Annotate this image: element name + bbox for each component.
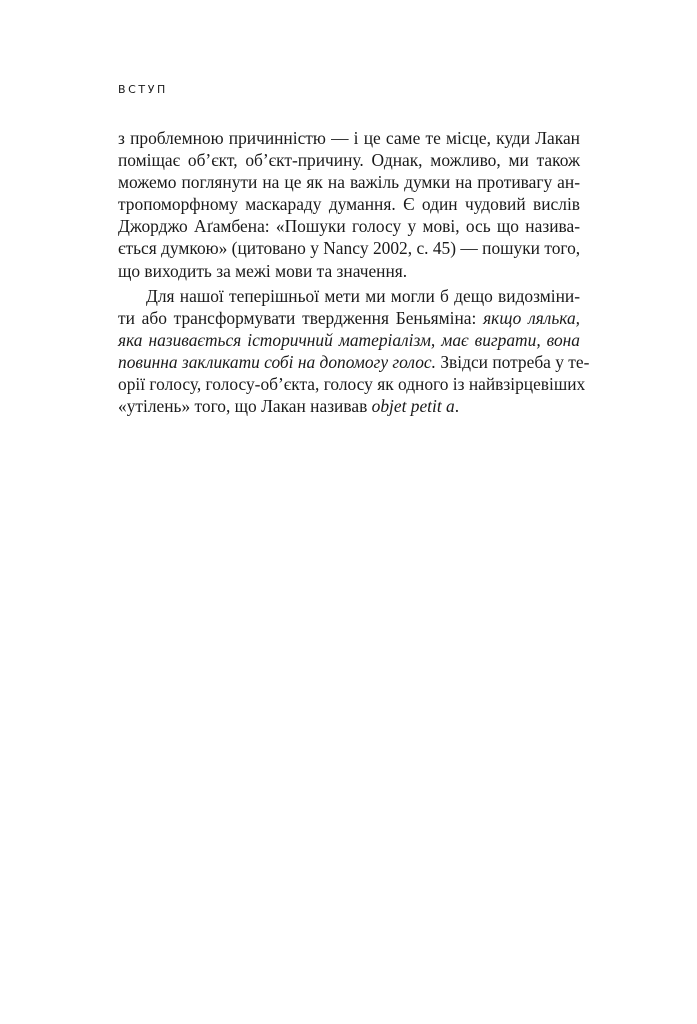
- text-line: поміщає об’єкт, об’єкт-причину. Однак, можливо, ми також: [118, 150, 580, 171]
- text-line: з проблемною причинністю — і це саме те місце, куди Лакан: [118, 128, 580, 148]
- text-run: .: [454, 396, 460, 417]
- italic-run: objet petit a: [371, 396, 455, 417]
- text-run: «утілень» того, що Лакан називав: [118, 396, 372, 417]
- text-line: Для нашої теперішньої мети ми могли б дещо видозміни-: [146, 285, 580, 306]
- text-line: орії голосу, голосу-об’єкта, голосу як одного із найвзірцевіших: [118, 374, 586, 395]
- text-line: тропоморфному маскараду думання. Є один чудовий вислів: [118, 194, 580, 215]
- text-line: [118, 307, 580, 329]
- text-line: [118, 351, 590, 373]
- paragraph-2: [118, 285, 590, 418]
- text-line: Джорджо Аґамбена: «Пошуки голосу у мові, ось що назива-: [118, 216, 580, 237]
- text-line: ється думкою» (цитовано у Nancy 2002, с. 45) — пошуки того,: [118, 238, 581, 259]
- paragraph-1: [118, 127, 580, 282]
- running-head: ВСТУП: [118, 83, 168, 96]
- text-run: Звідси потреба у те-: [436, 351, 590, 372]
- italic-run: якщо лялька,: [483, 307, 580, 328]
- text-line: можемо поглянути на це як на важіль думки на противагу ан-: [118, 172, 580, 193]
- text-line: [118, 395, 580, 417]
- text-run: ти або трансформувати твердження Беньяміна:: [118, 307, 484, 328]
- text-line: що виходить за межі мови та значення.: [118, 260, 408, 281]
- body-text: [118, 127, 590, 417]
- text-line: яка називається історичний матеріалізм, має виграти, вона: [118, 329, 580, 350]
- italic-run: повинна закликати собі на допомогу голос.: [118, 351, 436, 372]
